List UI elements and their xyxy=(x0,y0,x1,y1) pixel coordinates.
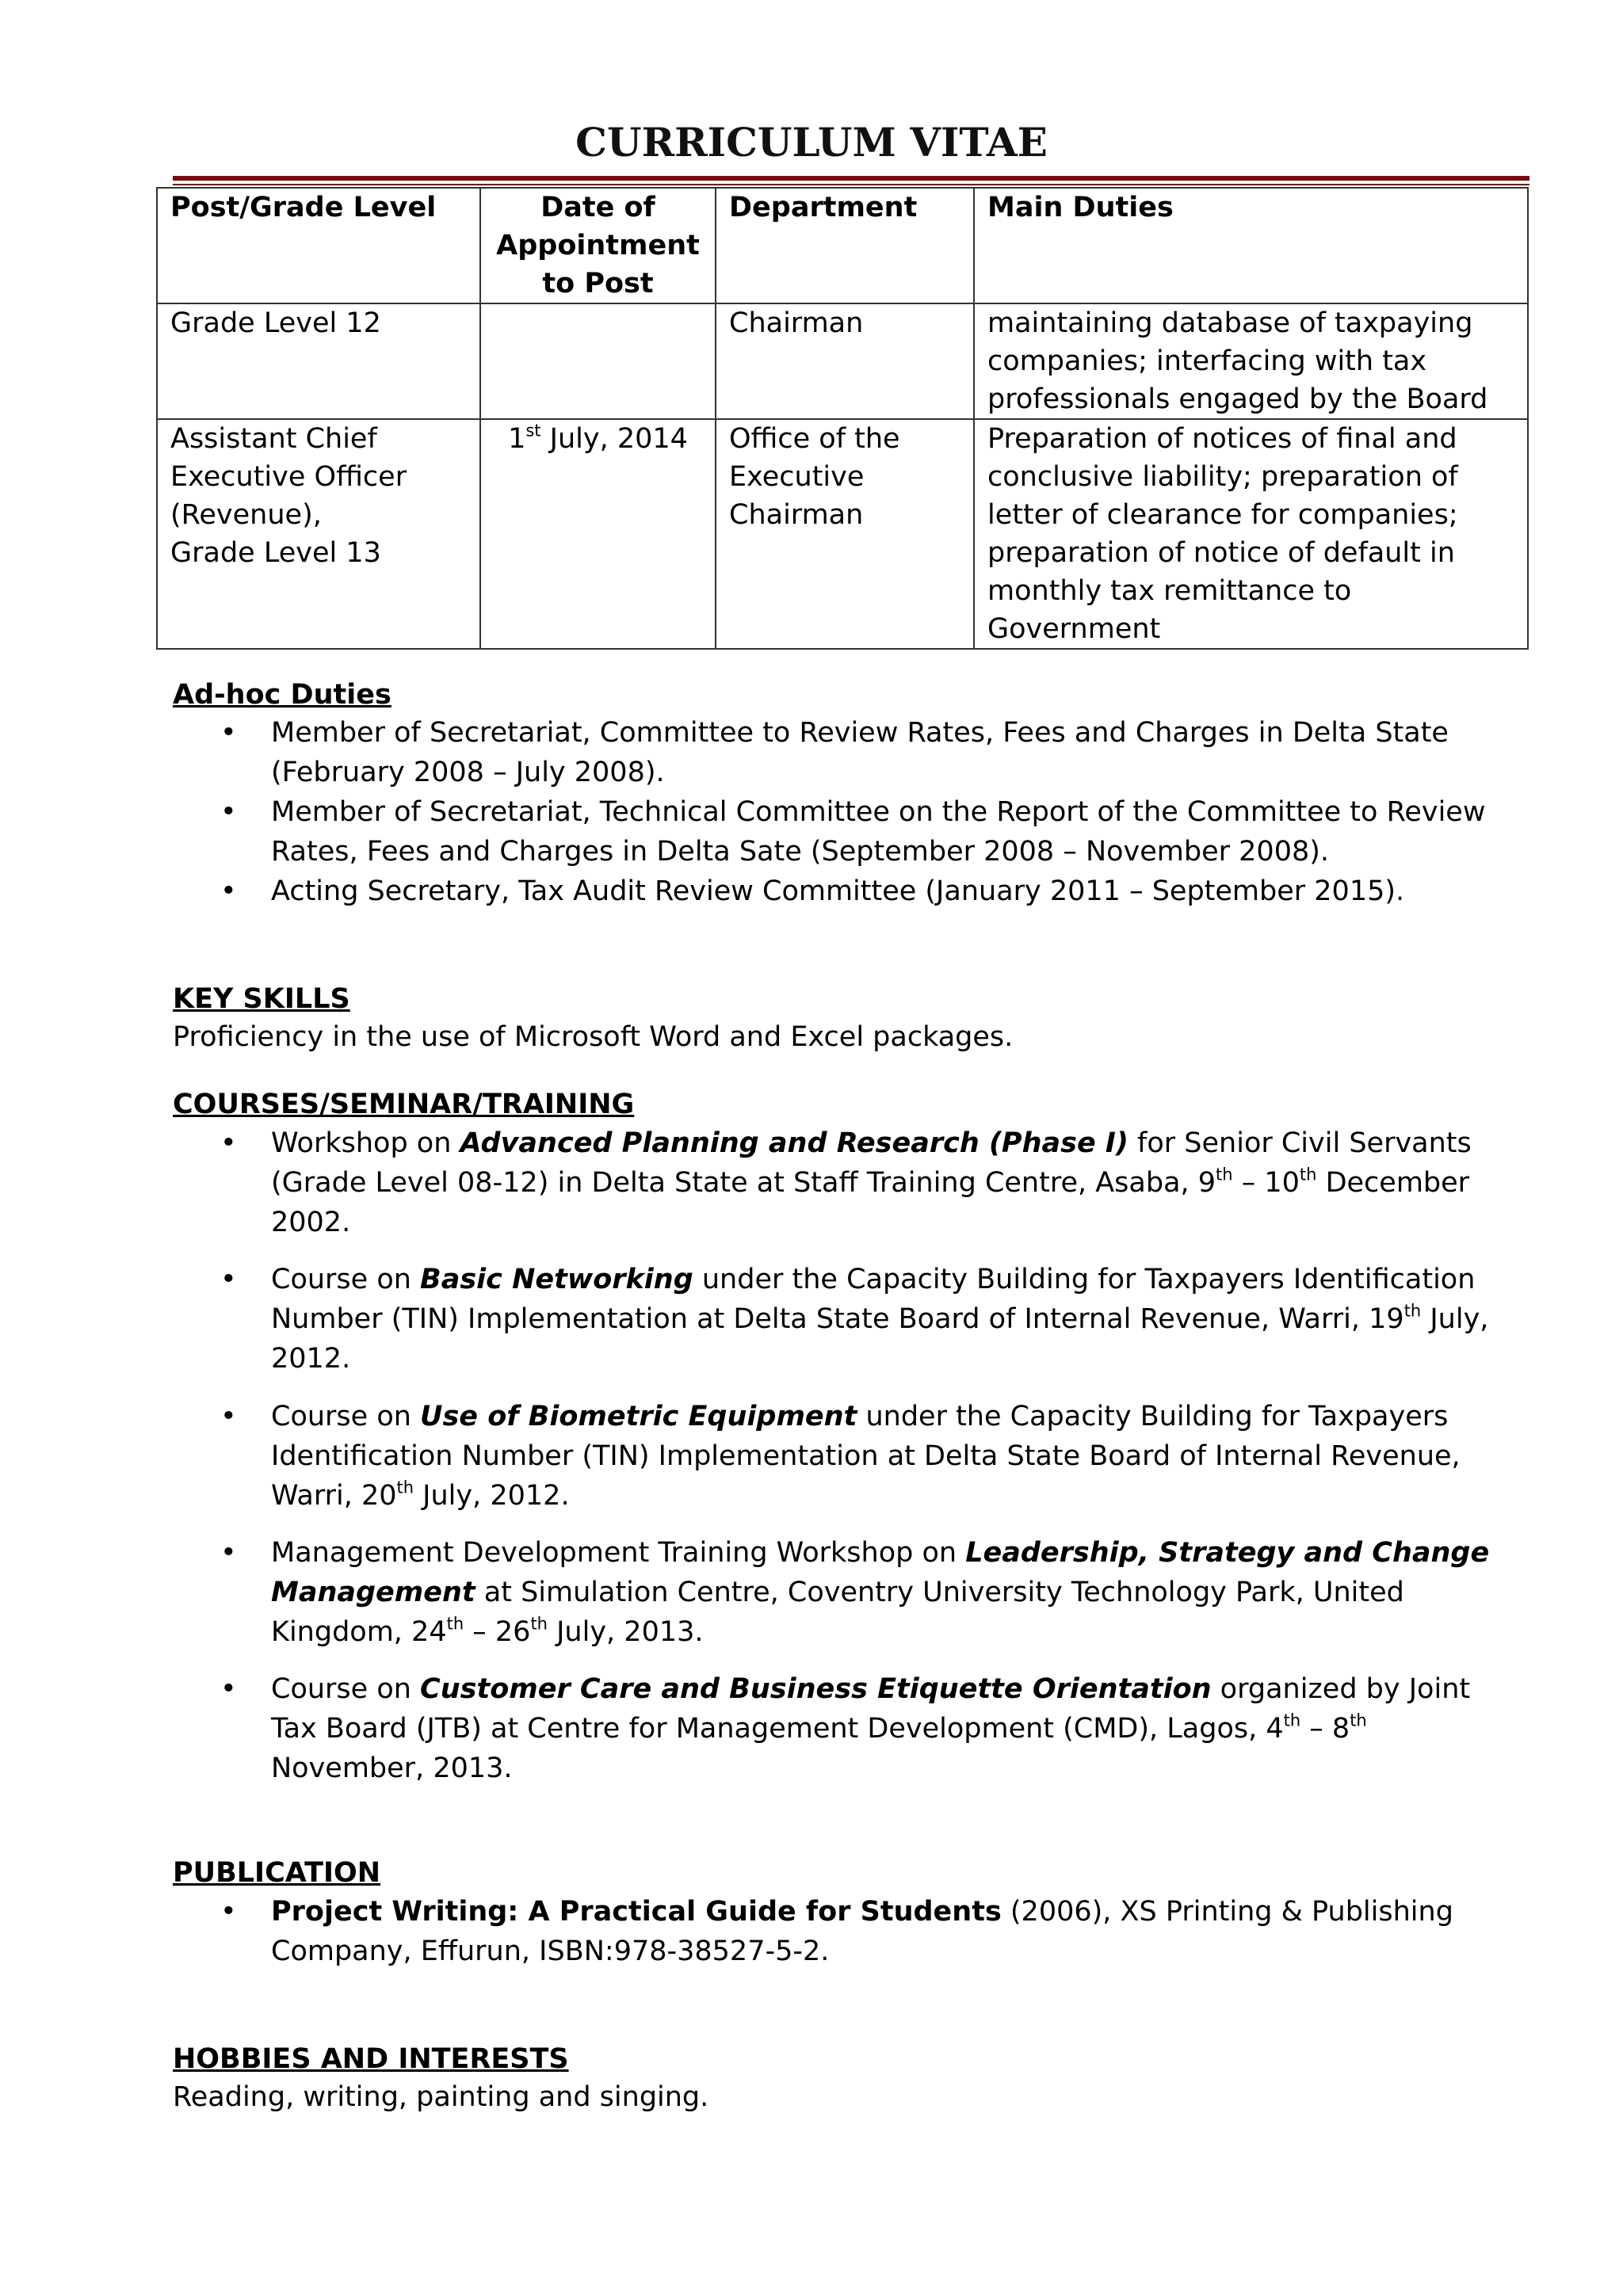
ordinal-suffix: th xyxy=(1283,1711,1301,1730)
list-item xyxy=(173,1533,1520,1652)
course-title: Use of Biometric Equipment xyxy=(420,1401,857,1432)
key-skills-text: Proficiency in the use of Microsoft Word and Excel packages. xyxy=(173,1021,1014,1053)
course-text: July, 2012. xyxy=(414,1480,570,1512)
cell-post xyxy=(157,303,480,419)
ordinal-suffix: th xyxy=(1216,1165,1233,1184)
header-date-line: Date of xyxy=(540,192,655,223)
bullet-icon: • xyxy=(220,1264,237,1295)
cell-line: Executive xyxy=(729,461,865,493)
table-row xyxy=(157,303,1528,419)
cell-duties: Preparation of notices of final and conclusive liability; preparation of letter of clearance for companies; preparation of notice of default in monthly tax remittance to Government xyxy=(974,419,1528,649)
document-title: CURRICULUM VITAE xyxy=(575,119,1048,166)
list-item xyxy=(173,1397,1520,1516)
course-text: Course on xyxy=(271,1673,421,1705)
ordinal-suffix: th xyxy=(1350,1711,1367,1730)
publication-heading: PUBLICATION xyxy=(173,1857,381,1889)
bullet-icon: • xyxy=(220,875,237,907)
cell-line: (Revenue), xyxy=(170,499,322,531)
course-text: November, 2013. xyxy=(271,1753,513,1784)
date-rest: July, 2014 xyxy=(540,423,688,455)
header-duties: Main Duties xyxy=(974,188,1528,303)
course-text: December 2002. xyxy=(271,1167,1470,1238)
header-department: Department xyxy=(716,188,974,303)
course-item-2 xyxy=(173,1260,1520,1379)
hobbies-heading: HOBBIES AND INTERESTS xyxy=(173,2043,569,2075)
ordinal-suffix: th xyxy=(1299,1165,1317,1184)
course-title: Basic Networking xyxy=(420,1264,693,1295)
date-suffix: st xyxy=(525,421,541,441)
list-item xyxy=(173,792,1520,871)
course-text: organized by Joint Tax Board (JTB) at Centre for Management Development (CMD), Lagos, 4 xyxy=(271,1673,1471,1745)
course-item-3 xyxy=(173,1397,1520,1516)
list-item-text: Member of Secretariat, Technical Committee on the Report of the Committee to Review Rates, Fees and Charges in Delta Sate (September 2008 – November 2008). xyxy=(271,796,1486,868)
hobbies-text: Reading, writing, painting and singing. xyxy=(173,2081,709,2113)
course-text: Workshop on xyxy=(271,1127,460,1159)
ordinal-suffix: th xyxy=(530,1614,548,1634)
publication-details: (2006), XS Printing & Publishing Company, Effurun, ISBN:978-38527-5-2. xyxy=(271,1896,1453,1967)
cell-date xyxy=(480,303,716,419)
date-day: 1 xyxy=(508,423,526,455)
bullet-icon: • xyxy=(220,1127,237,1159)
table-header-row xyxy=(157,188,1528,303)
employment-table xyxy=(156,187,1529,650)
list-item xyxy=(173,1669,1520,1788)
list-item-text: Member of Secretariat, Committee to Review Rates, Fees and Charges in Delta State (February 2008 – July 2008). xyxy=(271,717,1449,788)
title-rule-thin xyxy=(173,184,1529,185)
course-text: for Senior Civil Servants (Grade Level 08-12) in Delta State at Staff Training Centre, Asaba, 9 xyxy=(271,1127,1472,1199)
cell-date xyxy=(480,419,716,649)
key-skills-heading: KEY SKILLS xyxy=(173,983,350,1015)
header-post: Post/Grade Level xyxy=(157,188,480,303)
ordinal-suffix: th xyxy=(446,1614,464,1634)
adhoc-heading: Ad-hoc Duties xyxy=(173,679,391,711)
course-text: July, 2013. xyxy=(547,1616,704,1648)
cell-department xyxy=(716,419,974,649)
cell-line: Assistant Chief xyxy=(170,423,377,455)
course-text: under the Capacity Building for Taxpayers Identification Number (TIN) Implementation at Delta State Board of Internal Revenue, Warri, 19 xyxy=(271,1264,1476,1335)
list-item-text: Acting Secretary, Tax Audit Review Committee (January 2011 – September 2015). xyxy=(271,875,1405,907)
cell-line: Grade Level 12 xyxy=(170,307,381,339)
course-text: – 26 xyxy=(464,1616,531,1648)
adhoc-list xyxy=(173,713,1520,911)
course-text: Course on xyxy=(271,1401,421,1432)
course-text: under the Capacity Building for Taxpayers Identification Number (TIN) Implementation at Delta State Board of Internal Revenue, Warri, 20 xyxy=(271,1401,1461,1512)
bullet-icon: • xyxy=(220,1896,237,1928)
cell-duties: maintaining database of taxpaying companies; interfacing with tax professionals engaged by the Board xyxy=(974,303,1528,419)
courses-heading: COURSES/SEMINAR/TRAINING xyxy=(173,1089,635,1120)
header-date-line: to Post xyxy=(542,268,654,299)
cell-post xyxy=(157,419,480,649)
course-title: Leadership, Strategy and Change Management xyxy=(271,1537,1490,1608)
course-title: Advanced Planning and Research (Phase I) xyxy=(460,1127,1128,1159)
course-text: July, 2012. xyxy=(271,1303,1489,1375)
list-item xyxy=(173,1260,1520,1379)
course-item-1 xyxy=(173,1123,1520,1242)
cell-line: Executive Officer xyxy=(170,461,407,493)
publication-list xyxy=(173,1892,1520,1971)
course-text: Course on xyxy=(271,1264,421,1295)
title-rule-thick xyxy=(173,176,1529,181)
publication-title: Project Writing: A Practical Guide for Students xyxy=(271,1896,1002,1928)
list-item xyxy=(173,713,1520,792)
course-text: – 8 xyxy=(1300,1713,1350,1745)
course-text: at Simulation Centre, Coventry University Technology Park, United Kingdom, 24 xyxy=(271,1577,1404,1648)
list-item xyxy=(173,1892,1520,1971)
header-date-line: Appointment xyxy=(496,230,700,261)
cell-line: Chairman xyxy=(729,499,864,531)
header-date xyxy=(480,188,716,303)
cell-line: Chairman xyxy=(729,307,864,339)
bullet-icon: • xyxy=(220,796,237,828)
cell-line: Grade Level 13 xyxy=(170,537,381,569)
ordinal-suffix: th xyxy=(1403,1301,1422,1321)
cell-line: Office of the xyxy=(729,423,900,455)
bullet-icon: • xyxy=(220,1673,237,1705)
bullet-icon: • xyxy=(220,717,237,749)
course-title: Customer Care and Business Etiquette Orientation xyxy=(420,1673,1212,1705)
course-text: Management Development Training Workshop on xyxy=(271,1537,966,1569)
cell-department xyxy=(716,303,974,419)
bullet-icon: • xyxy=(220,1537,237,1569)
course-item-5 xyxy=(173,1669,1520,1788)
list-item xyxy=(173,871,1520,911)
list-item xyxy=(173,1123,1520,1242)
ordinal-suffix: th xyxy=(396,1478,414,1497)
bullet-icon: • xyxy=(220,1401,237,1432)
course-item-4 xyxy=(173,1533,1520,1652)
table-row xyxy=(157,419,1528,649)
course-text: – 10 xyxy=(1232,1167,1300,1199)
